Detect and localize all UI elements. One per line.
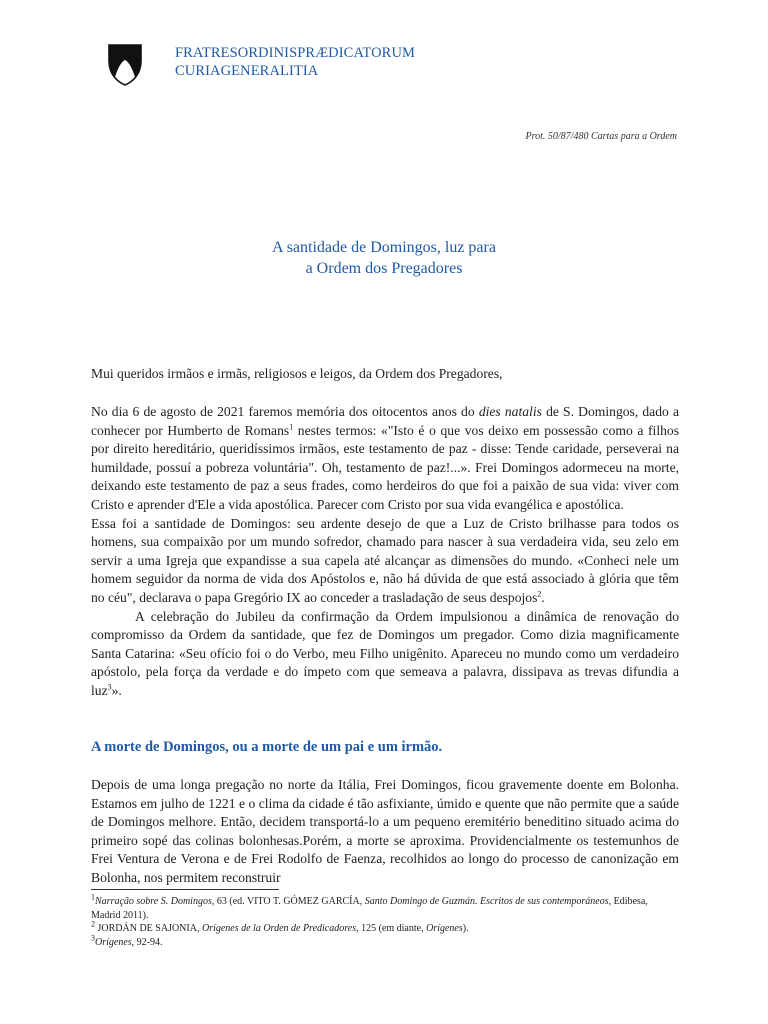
paragraph-2: Essa foi a santidade de Domingos: seu ardente desejo de que a Luz de Cristo brilhasse para todos os homens, sua compaixão por um mundo sofredor, chamado para nascer à sua verdadeira vida, seu zelo em servir a uma Igreja que expandisse a sua capela até alcançar as dimensões do mundo. «Conheci nele um homem seguidor da norma de vida dos Apóstolos e, não há dúvida de que está associado à glória que têm no céu", declarava o papa Gregório IX ao conceder a trasladação de seus despojos$^2$. bbox=[91, 515, 679, 605]
letter-body-continued bbox=[91, 776, 679, 888]
dominican-shield-icon bbox=[108, 44, 142, 86]
footnotes bbox=[91, 892, 679, 949]
title-line-1: A santidade de Domingos, luz para bbox=[272, 239, 496, 256]
footnote-ref-2: 2 bbox=[537, 589, 542, 599]
document-title bbox=[0, 237, 768, 279]
footnote-ref-3: 3 bbox=[107, 682, 112, 692]
letterhead-line-2: CURIAGENERALITIA bbox=[175, 63, 319, 79]
paragraph-1: No dia 6 de agosto de 2021 faremos memória dos oitocentos anos do dies natalis de S. Domingos, dado a conhecer por Humberto de Romans$^1$ nestes termos: «"Isto é o que vos deixo em possessão como a filhos por direito hereditário, queridíssimos irmãos, este testamento de paz - disse: Tende caridade, perseverai na humildade, possuí a pobreza voluntária". Oh, testamento de paz!...». Frei Domingos adormeceu na morte, deixando este testamento de paz a seus frades, como herdeiros do que foi a paixão de sua vida: viver com Cristo e aprender d'Ele a vida apostólica. Parecer com Cristo por sua vida evangélica e apostólica. bbox=[91, 404, 680, 512]
section-heading: A morte de Domingos, ou a morte de um pai e um irmão. bbox=[91, 739, 443, 755]
footnote-3: $^3$Orígenes, 92-94. bbox=[91, 933, 163, 948]
footnote-ref-1: 1 bbox=[289, 422, 294, 432]
salutation: Mui queridos irmãos e irmãs, religiosos e leigos, da Ordem dos Pregadores, bbox=[91, 366, 503, 381]
paragraph-3: A celebração do Jubileu da confirmação da Ordem impulsionou a dinâmica de renovação do compromisso da Ordem da santidade, que fez de Domingos um pregador. Como dizia magnificamente Santa Catarina: «Seu ofício foi o do Verbo, meu Filho unigênito. Apareceu no mundo como um verdadeiro apóstolo, pela força da verdade e do ímpeto com que semeava a palavra, dissipava as trevas difundia a luz$^3$». bbox=[91, 608, 679, 698]
footnote-separator bbox=[91, 889, 279, 890]
letterhead-line-1: FRATRESORDINISPRÆDICATORUM bbox=[175, 45, 416, 61]
footnote-2: $^2$ JORDÁN DE SAJONIA, Orígenes de la Orden de Predicadores, 125 (em diante, Orígenes). bbox=[91, 919, 469, 934]
letterhead bbox=[175, 44, 415, 80]
title-line-2: a Ordem dos Pregadores bbox=[305, 260, 463, 277]
letter-body bbox=[91, 403, 679, 701]
protocol-reference: Prot. 50/87/480 Cartas para a Ordem bbox=[525, 131, 677, 142]
dies-natalis: dies natalis bbox=[478, 404, 542, 419]
paragraph-4: Depois de uma longa pregação no norte da Itália, Frei Domingos, ficou gravemente doente em Bolonha. Estamos em julho de 1221 e o clima da cidade é tão asfixiante, úmido e quente que não permite que a saúde de Domingos melhore. Então, decidem transportá-lo a um pequeno eremitério beneditino situado acima do primeiro sopé das colinas bolonhesas.Porém, a morte se aproxima. Providencialmente os testemunhos de Frei Ventura de Verona e de Frei Rodolfo de Faenza, recolhidos ao longo do processo de canonização em Bolonha, nos permitem reconstruir bbox=[91, 777, 679, 885]
footnote-1: $^1$Narração sobre S. Domingos, 63 (ed. VITO T. GÓMEZ GARCÍA, Santo Domingo de Guzmán. Escritos de sus contemporáneos, Edibesa, Madrid 2011). bbox=[91, 892, 648, 921]
